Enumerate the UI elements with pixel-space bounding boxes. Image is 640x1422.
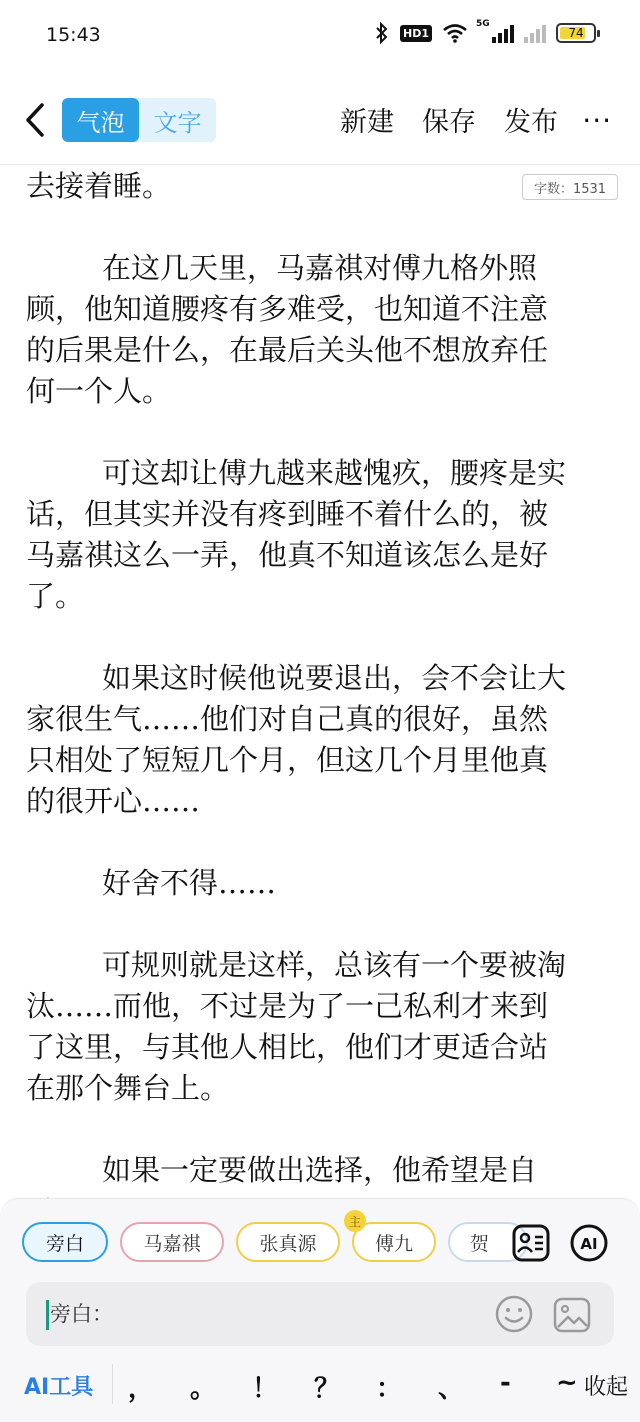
content-line: 顾，他知道腰疼有多难受，也知道不注意	[26, 292, 549, 326]
mode-bubble-tab[interactable]: 气泡	[62, 98, 139, 142]
content-line: 何一个人。	[26, 374, 172, 408]
quick-input-bar	[0, 1360, 640, 1412]
character-chip-list	[22, 1214, 492, 1266]
signal-secondary-icon	[524, 23, 546, 43]
paragraph-gap	[26, 207, 616, 248]
character-chip[interactable]	[236, 1222, 340, 1262]
content-line: 只相处了短短几个月，但这几个月里他真	[26, 743, 549, 777]
content-line: 汰……而他，不过是为了一己私利才来到	[26, 989, 549, 1023]
hd-badge: HD1	[400, 25, 432, 42]
content-line: 马嘉祺这么一弄，他真不知道该怎么是好	[26, 538, 549, 572]
content-line: 在这几天里，马嘉祺对傅九格外照	[102, 251, 538, 285]
bluetooth-icon	[374, 22, 390, 44]
character-manage-button[interactable]	[510, 1222, 552, 1264]
content-line: 可规则就是这样，总该有一个要被淘	[102, 948, 567, 982]
paragraph-gap	[26, 904, 616, 945]
paragraph-gap	[26, 412, 616, 453]
punctuation-key[interactable]: -	[500, 1368, 511, 1398]
content-line: 去接着睡。	[26, 169, 172, 203]
publish-button[interactable]: 发布	[504, 107, 558, 138]
battery-icon	[556, 23, 596, 43]
chevron-left-icon	[24, 102, 46, 138]
content-line: 的很开心……	[26, 784, 201, 818]
text-cursor	[46, 1300, 49, 1330]
mode-switch	[62, 98, 216, 142]
paragraph-gap	[26, 1109, 616, 1150]
content-line: 好舍不得……	[102, 866, 277, 900]
signal-5g-icon	[476, 19, 514, 43]
character-chip-label: 傅九	[374, 1232, 413, 1255]
word-count-badge: 字数：1531	[522, 174, 618, 200]
punctuation-key[interactable]: ~	[556, 1368, 578, 1398]
content-line: 如果这时候他说要退出，会不会让大	[102, 661, 567, 695]
content-line: 如果一定要做出选择，他希望是自	[102, 1153, 538, 1187]
punctuation-key[interactable]: 。	[190, 1374, 217, 1404]
smiley-icon[interactable]	[494, 1294, 534, 1334]
status-icons	[374, 19, 596, 44]
content-line: 的后果是什么，在最后关头他不想放弃任	[26, 333, 549, 367]
content-line: 话，但其实并没有疼到睡不着什么的，被	[26, 497, 549, 531]
content-line: 了。	[26, 579, 85, 613]
ai-tools-button[interactable]: AI工具	[24, 1375, 94, 1400]
main-character-badge: 主	[344, 1210, 366, 1232]
svg-text:AI: AI	[580, 1235, 598, 1253]
content-line: 在那个舞台上。	[26, 1071, 230, 1105]
collapse-button[interactable]: 收起	[584, 1375, 629, 1400]
paragraph-gap	[26, 617, 616, 658]
ai-button[interactable]	[568, 1222, 610, 1264]
new-button[interactable]: 新建	[340, 107, 394, 138]
mode-text-tab[interactable]: 文字	[153, 108, 202, 137]
back-button[interactable]	[18, 98, 52, 142]
content-line: 家很生气……他们对自己真的很好，虽然	[26, 702, 549, 736]
save-button[interactable]: 保存	[422, 107, 476, 138]
character-chip-label: 旁白	[45, 1232, 84, 1255]
network-label: 5G	[476, 19, 490, 29]
dialogue-input-text: 旁白：	[50, 1302, 113, 1326]
status-time: 15:43	[46, 24, 101, 46]
toolbar-divider	[0, 164, 640, 165]
toolbar-actions	[340, 100, 558, 139]
punctuation-key[interactable]: ，	[128, 1374, 155, 1404]
punctuation-key[interactable]: ：	[376, 1374, 403, 1404]
image-icon[interactable]	[552, 1296, 592, 1334]
character-chip[interactable]	[348, 1214, 436, 1262]
character-chip[interactable]	[22, 1222, 108, 1262]
punctuation-key[interactable]: ！	[252, 1374, 279, 1404]
editor-toolbar	[0, 92, 640, 148]
paragraph-gap	[26, 822, 616, 863]
content-line: 可这却让傅九越来越愧疚，腰疼是实	[102, 456, 567, 490]
battery-percent: 74	[568, 26, 584, 40]
character-chip-label: 贺	[470, 1232, 490, 1255]
character-chip[interactable]	[120, 1222, 224, 1262]
punctuation-key[interactable]: ？	[314, 1374, 341, 1404]
status-bar	[0, 0, 640, 72]
person-card-icon	[511, 1223, 551, 1263]
character-chip-label: 马嘉祺	[143, 1232, 201, 1255]
more-options-button[interactable]: ···	[582, 104, 612, 137]
punctuation-key[interactable]: 、	[438, 1374, 465, 1404]
content-line: 了这里，与其他人相比，他们才更适合站	[26, 1030, 549, 1064]
story-content[interactable]	[26, 166, 616, 1314]
quickbar-separator	[112, 1364, 113, 1404]
character-chip-label: 张真源	[259, 1232, 317, 1255]
ai-icon	[569, 1223, 609, 1263]
wifi-icon	[442, 23, 468, 43]
